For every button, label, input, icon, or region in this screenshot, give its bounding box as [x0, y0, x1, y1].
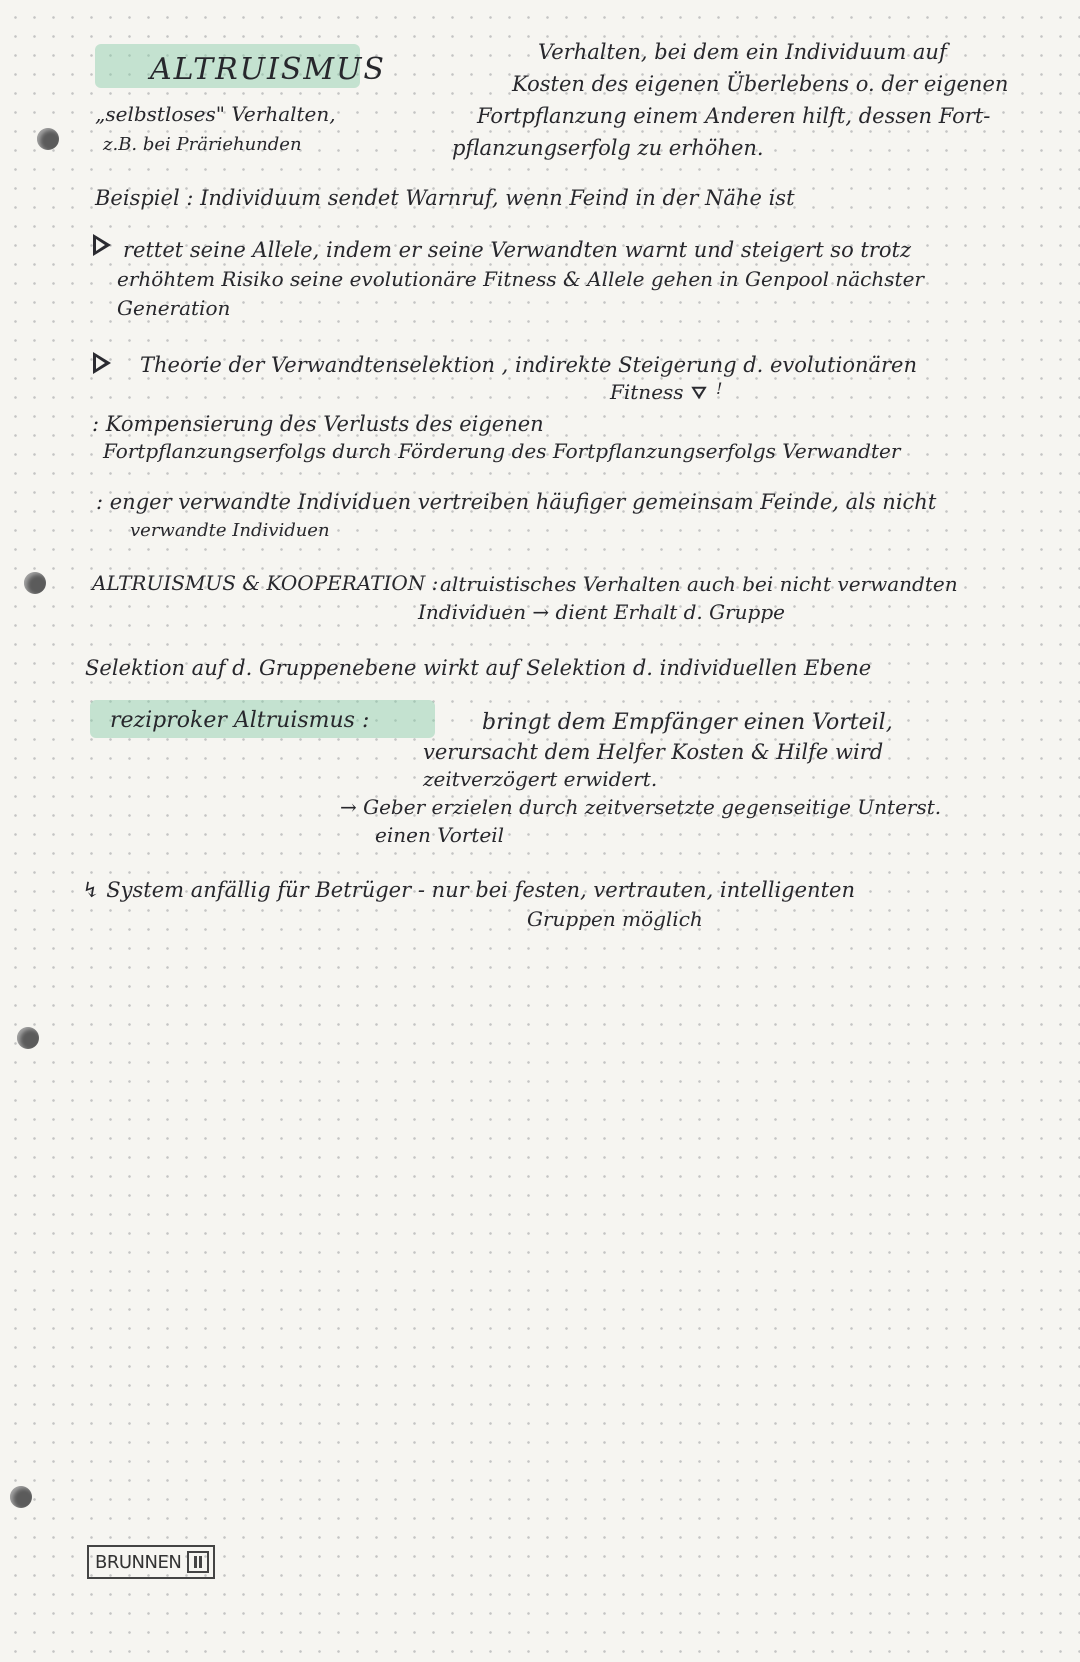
arrow-marker-icon [93, 352, 111, 374]
cooperation-label: ALTRUISMUS & KOOPERATION : [92, 571, 439, 595]
brand-name: BRUNNEN [95, 1551, 182, 1573]
definition-line: Fortpflanzung einem Anderen hilft, dessen Fort- [477, 104, 991, 128]
point-line: Theorie der Verwandtenselektion , indirekte Steigerung d. evolutionären [140, 353, 918, 377]
warning-mark: ! [716, 379, 723, 398]
cheater-line: Gruppen möglich [527, 907, 703, 931]
cooperation-line: Individuen → dient Erhalt d. Gruppe [418, 600, 785, 624]
point-line: erhöhtem Risiko seine evolutionäre Fitness & Allele gehen in Genpool nächster [117, 267, 924, 291]
reciprocal-label: reziproker Altruismus : [110, 708, 370, 733]
punch-hole [37, 128, 59, 150]
subtitle-line: „selbstloses" Verhalten, [95, 102, 336, 126]
punch-hole [17, 1027, 39, 1049]
warning-triangle-icon [691, 387, 706, 400]
subtitle-line: z.B. bei Präriehunden [103, 134, 302, 155]
group-selection-line: Selektion auf d. Gruppenebene wirkt auf Selektion d. individuellen Ebene [85, 656, 872, 680]
page-title: ALTRUISMUS [150, 52, 386, 87]
reciprocal-line: → Geber erzielen durch zeitversetzte gegenseitige Unterst. [340, 795, 942, 819]
point-line: Generation [117, 296, 231, 320]
example-line: Beispiel : Individuum sendet Warnruf, wenn Feind in der Nähe ist [95, 186, 795, 210]
compensation-line: : Kompensierung des Verlusts des eigenen [92, 412, 544, 436]
brand-mark-icon [187, 1551, 209, 1573]
point-line: rettet seine Allele, indem er seine Verwandten warnt und steigert so trotz [123, 238, 912, 262]
punch-hole [24, 572, 46, 594]
related-line: verwandte Individuen [130, 520, 330, 541]
punch-hole [10, 1486, 32, 1508]
brand-logo [87, 1545, 215, 1579]
reciprocal-line: verursacht dem Helfer Kosten & Hilfe wird [423, 740, 884, 764]
reciprocal-line: einen Vorteil [375, 823, 505, 847]
definition-line: Verhalten, bei dem ein Individuum auf [538, 40, 947, 64]
cheater-line: ↯ System anfällig für Betrüger - nur bei festen, vertrauten, intelligenten [82, 878, 855, 902]
cooperation-line: altruistisches Verhalten auch bei nicht verwandten [440, 572, 958, 596]
reciprocal-line: zeitverzögert erwidert. [423, 767, 658, 791]
related-line: : enger verwandte Individuen vertreiben häufiger gemeinsam Feinde, als nicht [96, 490, 937, 514]
arrow-marker-icon [93, 234, 111, 256]
definition-line: pflanzungserfolg zu erhöhen. [452, 136, 764, 160]
point-line: Fitness [610, 380, 684, 404]
definition-line: Kosten des eigenen Überlebens o. der eigenen [512, 72, 1009, 96]
compensation-line: Fortpflanzungserfolgs durch Förderung des Fortpflanzungserfolgs Verwandter [103, 439, 901, 463]
reciprocal-line: bringt dem Empfänger einen Vorteil, [482, 710, 893, 735]
